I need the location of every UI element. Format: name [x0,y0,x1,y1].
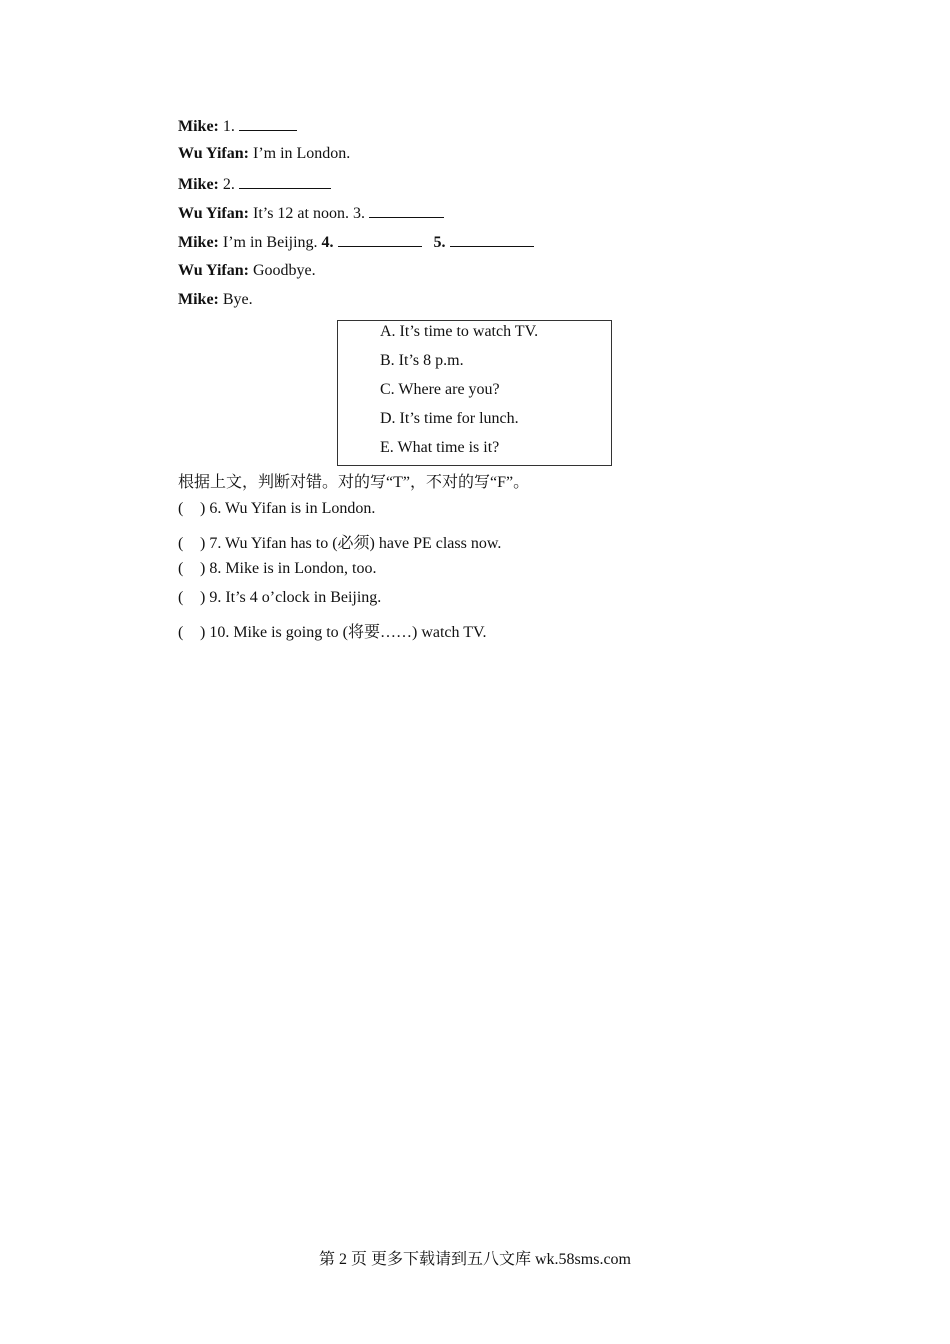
answer-blank-3[interactable] [369,203,444,218]
dialogue-text: I’m in London. [248,145,351,162]
options-box [337,320,612,466]
answer-paren-open[interactable]: ( [178,535,184,552]
tf-question-10 [178,619,487,642]
option-e: E. What time is it? [380,439,500,456]
option-b: B. It’s 8 p.m. [380,352,464,369]
option-c: C. Where are you? [380,381,500,398]
answer-paren-close: ) [200,624,206,641]
dialogue-text: It’s 12 at noon. 3. [248,205,369,222]
answer-blank-1[interactable] [239,116,297,131]
answer-paren-close: ) [200,589,206,606]
answer-paren-close: ) [200,535,206,552]
tf-question-8 [178,560,376,578]
option-d: D. It’s time for lunch. [380,410,519,427]
dialogue-line-2 [178,145,350,163]
question-text: 7. Wu Yifan has to (必须) have PE class now. [205,535,502,552]
speaker-label: Mike: [178,176,219,193]
dialogue-text: Bye. [218,291,253,308]
page-footer: 第 2 页 更多下载请到五八文库 wk.58sms.com [318,1251,631,1268]
dialogue-text: 1. [218,118,239,135]
dialogue-text: I’m in Beijing. [218,234,322,251]
dialogue-line-7 [178,291,253,309]
dialogue-line-4 [178,203,444,223]
answer-paren-close: ) [200,500,206,517]
speaker-label: Wu Yifan: [178,205,249,222]
speaker-label: Wu Yifan: [178,262,249,279]
blank-number-5: 5. [433,234,446,251]
tf-question-6 [178,500,375,518]
answer-paren-open[interactable]: ( [178,500,184,517]
question-text: 8. Mike is in London, too. [205,560,377,577]
tf-question-9 [178,589,381,607]
answer-paren-close: ) [200,560,206,577]
blank-number-4: 4. [321,234,334,251]
dialogue-line-1 [178,116,297,136]
answer-paren-open[interactable]: ( [178,589,184,606]
dialogue-text: Goodbye. [248,262,316,279]
question-text: 6. Wu Yifan is in London. [205,500,376,517]
option-a: A. It’s time to watch TV. [380,323,539,340]
question-text: 10. Mike is going to (将要……) watch TV. [205,624,487,641]
answer-paren-open[interactable]: ( [178,624,184,641]
instruction: 根据上文，判断对错。对的写“T”，不对的写“F”。 [178,474,530,491]
dialogue-line-5 [178,232,534,252]
speaker-label: Wu Yifan: [178,145,249,162]
tf-question-7 [178,530,501,553]
speaker-label: Mike: [178,118,219,135]
speaker-label: Mike: [178,234,219,251]
question-text: 9. It’s 4 o’clock in Beijing. [205,589,382,606]
answer-paren-open[interactable]: ( [178,560,184,577]
dialogue-line-3 [178,174,331,194]
answer-blank-4[interactable] [338,232,422,247]
answer-blank-5[interactable] [450,232,534,247]
answer-blank-2[interactable] [239,174,331,189]
speaker-label: Mike: [178,291,219,308]
dialogue-text: 2. [218,176,239,193]
dialogue-line-6 [178,262,316,280]
